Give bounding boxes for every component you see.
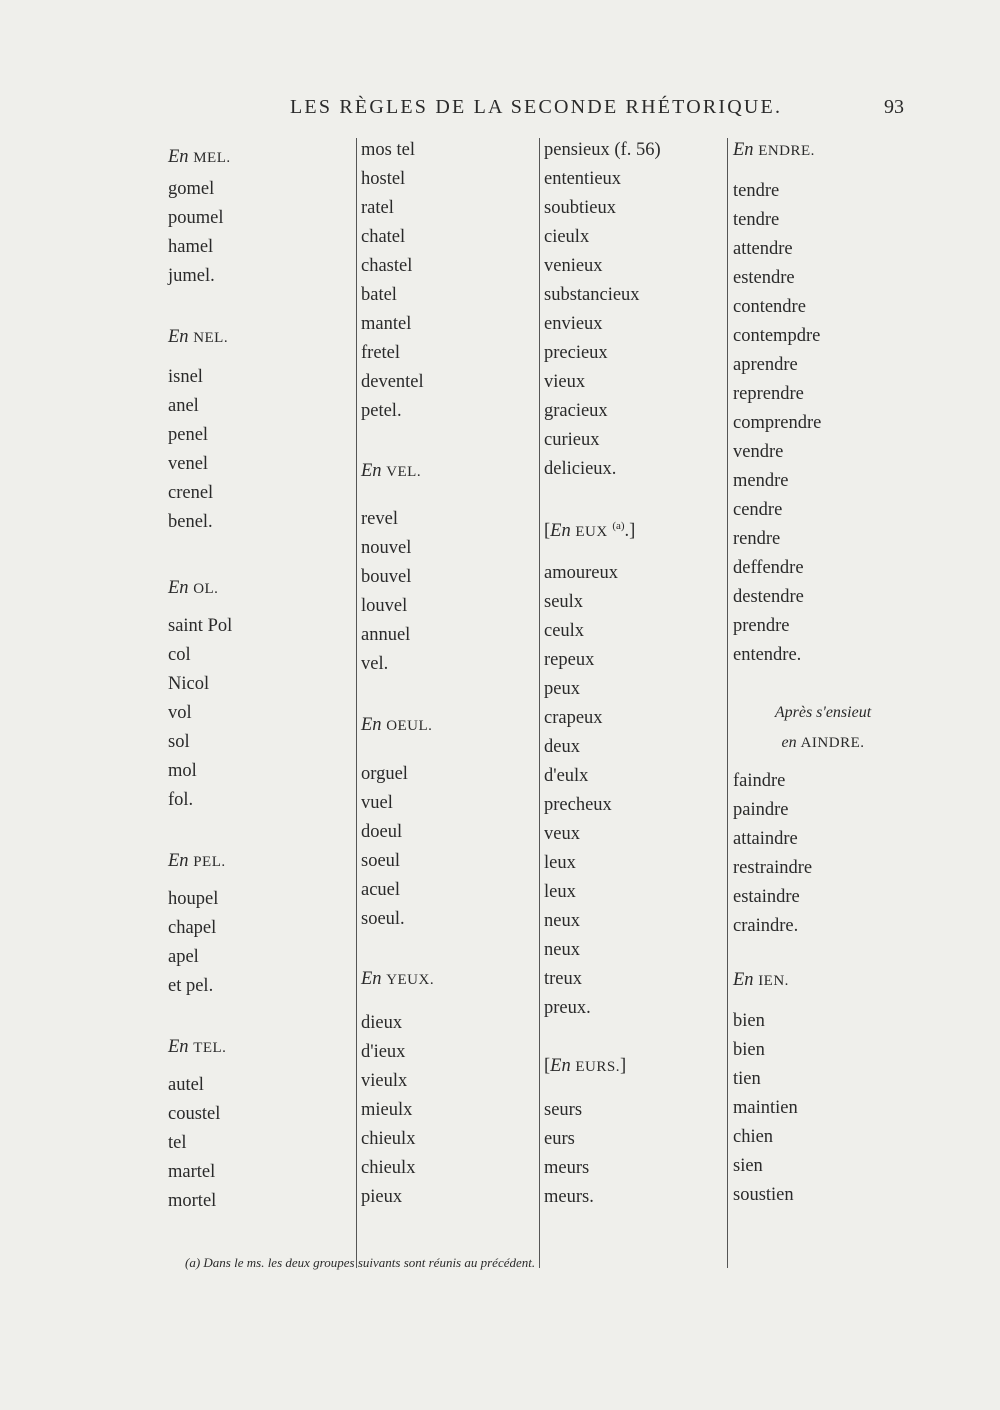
heading-prefix: En	[361, 715, 382, 735]
word-entry: louvel	[361, 596, 408, 616]
word-entry: revel	[361, 509, 398, 529]
word-entry: precheux	[544, 795, 612, 815]
section-heading	[733, 971, 789, 990]
heading-prefix: En	[361, 969, 382, 989]
bracket-close: .]	[624, 521, 636, 542]
word-entry: attaindre	[733, 829, 798, 849]
word-entry: leux	[544, 853, 576, 873]
word-entry: deffendre	[733, 558, 804, 578]
page-number: 93	[884, 96, 904, 118]
word-entry: penel	[168, 425, 209, 445]
heading-prefix: En	[550, 521, 571, 542]
word-entry: seulx	[544, 592, 584, 612]
word-entry: houpel	[168, 889, 219, 909]
heading-prefix: En	[168, 578, 189, 598]
word-entry: ratel	[361, 198, 394, 218]
word-entry: vendre	[733, 442, 784, 462]
word-entry: venieux	[544, 256, 603, 276]
word-entry: et pel.	[168, 976, 214, 996]
word-entry: benel.	[168, 512, 213, 532]
word-entry: ententieux	[544, 169, 622, 189]
heading-prefix: En	[168, 1037, 189, 1057]
word-entry: mantel	[361, 314, 412, 334]
word-entry: neux	[544, 911, 580, 931]
word-entry: soeul.	[361, 909, 405, 929]
footnote	[185, 1255, 535, 1271]
word-entry: sol	[168, 732, 190, 752]
word-entry: soubtieux	[544, 198, 616, 218]
word-entry: vieulx	[361, 1071, 408, 1091]
word-entry: precieux	[544, 343, 608, 363]
bracket-open: [	[544, 1056, 551, 1076]
word-entry: jumel.	[168, 266, 215, 286]
word-column-2	[356, 138, 539, 1268]
heading-prefix: en	[781, 734, 797, 751]
word-entry: estaindre	[733, 887, 800, 907]
word-entry: destendre	[733, 587, 804, 607]
section-heading	[168, 148, 231, 167]
word-entry: aprendre	[733, 355, 798, 375]
word-entry: chastel	[361, 256, 413, 276]
heading-suffix: EUX	[575, 524, 608, 541]
word-entry: treux	[544, 969, 583, 989]
word-entry: estendre	[733, 268, 795, 288]
word-entry: faindre	[733, 771, 786, 791]
word-entry: gomel	[168, 179, 215, 199]
word-entry: vieux	[544, 372, 586, 392]
word-entry: eurs	[544, 1129, 575, 1149]
word-entry: deventel	[361, 372, 424, 392]
word-entry: chapel	[168, 918, 217, 938]
word-entry: bien	[733, 1040, 765, 1060]
bracket-open: [	[544, 521, 551, 542]
bracket-close: ]	[619, 1056, 627, 1076]
word-entry: tendre	[733, 181, 780, 201]
word-entry: soeul	[361, 851, 401, 871]
word-entry: anel	[168, 396, 199, 416]
section-heading	[168, 1038, 226, 1057]
word-entry: preux.	[544, 998, 591, 1018]
word-entry: crenel	[168, 483, 214, 503]
word-entry: col	[168, 645, 191, 665]
word-entry: autel	[168, 1075, 204, 1095]
heading-suffix: YEUX.	[386, 972, 435, 988]
word-entry: petel.	[361, 401, 402, 421]
word-entry: reprendre	[733, 384, 804, 404]
heading-suffix: OEUL.	[386, 718, 433, 734]
word-column-1	[168, 138, 353, 1268]
word-entry: rendre	[733, 529, 781, 549]
word-entry: chieulx	[361, 1129, 416, 1149]
heading-suffix: MEL.	[193, 150, 231, 166]
word-entry: contendre	[733, 297, 806, 317]
word-entry: veux	[544, 824, 580, 844]
word-entry: doeul	[361, 822, 403, 842]
word-entry: tendre	[733, 210, 780, 230]
section-heading	[544, 521, 635, 541]
word-entry: meurs.	[544, 1187, 594, 1207]
section-heading	[168, 579, 218, 598]
word-entry: substancieux	[544, 285, 640, 305]
word-entry: nouvel	[361, 538, 412, 558]
word-entry: maintien	[733, 1098, 798, 1118]
word-entry: peux	[544, 679, 580, 699]
word-entry: fol.	[168, 790, 194, 810]
word-entry: venel	[168, 454, 209, 474]
word-entry: cieulx	[544, 227, 590, 247]
word-entry: sien	[733, 1156, 763, 1176]
section-heading	[733, 141, 815, 160]
section-heading	[544, 1057, 626, 1076]
word-entry: martel	[168, 1162, 216, 1182]
word-entry: entendre.	[733, 645, 802, 665]
word-entry: crapeux	[544, 708, 603, 728]
heading-prefix: En	[168, 851, 189, 871]
word-entry: mortel	[168, 1191, 217, 1211]
heading-suffix: AINDRE.	[800, 735, 865, 751]
word-entry: paindre	[733, 800, 789, 820]
heading-prefix: En	[168, 327, 189, 347]
word-entry: dieux	[361, 1013, 403, 1033]
section-heading	[748, 735, 898, 751]
heading-prefix: En	[733, 140, 754, 160]
word-entry: tel	[168, 1133, 187, 1153]
word-entry: seurs	[544, 1100, 583, 1120]
word-entry: batel	[361, 285, 397, 305]
heading-suffix: NEL.	[193, 330, 229, 346]
heading-suffix: OL.	[193, 581, 219, 597]
section-heading	[168, 328, 228, 347]
word-entry: prendre	[733, 616, 790, 636]
word-entry: annuel	[361, 625, 411, 645]
section-heading	[168, 852, 226, 871]
section-heading	[361, 462, 421, 481]
footnote-reference: (a)	[612, 520, 625, 532]
word-entry: ceulx	[544, 621, 585, 641]
word-entry: curieux	[544, 430, 600, 450]
heading-prefix: En	[168, 147, 189, 167]
word-entry: tien	[733, 1069, 761, 1089]
heading-prefix: En	[550, 1056, 571, 1076]
heading-suffix: VEL.	[386, 464, 422, 480]
section-heading	[361, 970, 434, 989]
word-entry: apel	[168, 947, 199, 967]
running-head: LES RÈGLES DE LA SECONDE RHÉTORIQUE.	[290, 96, 783, 118]
word-entry: mieulx	[361, 1100, 413, 1120]
word-entry: attendre	[733, 239, 793, 259]
heading-suffix: ENDRE.	[758, 143, 815, 159]
word-entry: leux	[544, 882, 576, 902]
word-entry: envieux	[544, 314, 603, 334]
word-column-3	[539, 138, 727, 1268]
word-entry: cendre	[733, 500, 783, 520]
word-entry: repeux	[544, 650, 595, 670]
word-entry: vel.	[361, 654, 389, 674]
heading-prefix: En	[733, 970, 754, 990]
word-entry: orguel	[361, 764, 408, 784]
word-entry: hamel	[168, 237, 214, 257]
word-entry: saint Pol	[168, 616, 233, 636]
heading-suffix: TEL.	[193, 1040, 227, 1056]
word-entry: poumel	[168, 208, 224, 228]
word-entry: delicieux.	[544, 459, 617, 479]
word-entry: bouvel	[361, 567, 412, 587]
word-entry: mendre	[733, 471, 789, 491]
word-entry: pieux	[361, 1187, 403, 1207]
word-entry: fretel	[361, 343, 401, 363]
heading-suffix: EURS.	[575, 1059, 620, 1075]
word-entry: d'eulx	[544, 766, 589, 786]
word-entry: d'ieux	[361, 1042, 406, 1062]
word-entry: neux	[544, 940, 580, 960]
word-entry: chatel	[361, 227, 406, 247]
word-entry: hostel	[361, 169, 406, 189]
word-entry: coustel	[168, 1104, 221, 1124]
section-heading	[361, 716, 432, 735]
word-entry: deux	[544, 737, 580, 757]
word-entry: vuel	[361, 793, 393, 813]
section-heading: Après s'ensieut	[774, 704, 872, 721]
footnote-text: Dans le ms. les deux groupes suivants sont réunis au précédent.	[203, 1255, 536, 1270]
word-entry: meurs	[544, 1158, 590, 1178]
word-entry: acuel	[361, 880, 401, 900]
word-entry: restraindre	[733, 858, 813, 878]
word-entry: contempdre	[733, 326, 821, 346]
word-entry: isnel	[168, 367, 203, 387]
word-entry: Nicol	[168, 674, 210, 694]
word-column-4	[727, 138, 932, 1268]
word-entry: mol	[168, 761, 197, 781]
heading-suffix: PEL.	[193, 854, 226, 870]
word-entry: chien	[733, 1127, 774, 1147]
word-entry: gracieux	[544, 401, 608, 421]
heading-prefix: En	[361, 461, 382, 481]
word-entry: mos tel	[361, 140, 415, 160]
footnote-marker: (a)	[185, 1255, 201, 1270]
word-entry: pensieux (f. 56)	[544, 140, 661, 160]
word-entry: amoureux	[544, 563, 618, 583]
word-entry: chieulx	[361, 1158, 416, 1178]
heading-suffix: IEN.	[758, 973, 789, 989]
word-entry: bien	[733, 1011, 765, 1031]
word-entry: soustien	[733, 1185, 794, 1205]
word-entry: craindre.	[733, 916, 799, 936]
word-entry: comprendre	[733, 413, 822, 433]
word-entry: vol	[168, 703, 192, 723]
